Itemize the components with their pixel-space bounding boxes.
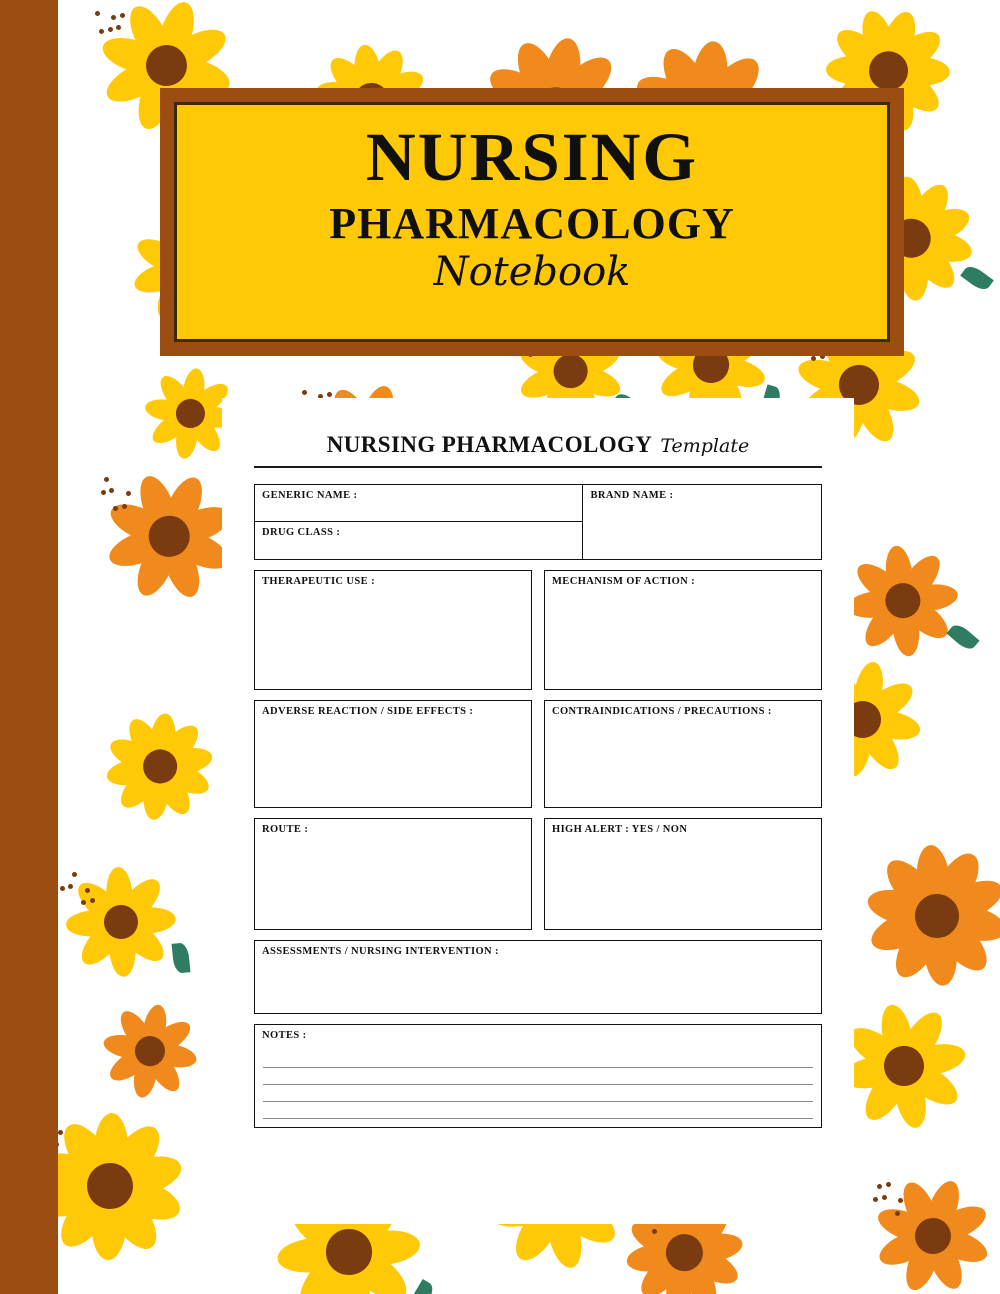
title-frame: [160, 88, 904, 356]
title-panel: [174, 102, 890, 342]
seed-dot-icon: [90, 898, 95, 903]
page-subtitle: PHARMACOLOGY: [329, 199, 735, 248]
field-route[interactable]: [254, 818, 532, 930]
field-route-label: ROUTE :: [262, 824, 309, 835]
field-drug-class-label: DRUG CLASS :: [262, 527, 341, 538]
field-high-alert[interactable]: [544, 818, 822, 930]
seed-dot-icon: [60, 886, 65, 891]
seed-dot-icon: [882, 1195, 887, 1200]
seed-dot-icon: [72, 872, 77, 877]
template-sheet: [222, 398, 854, 1224]
field-notes-label: NOTES :: [262, 1030, 307, 1041]
seed-dot-icon: [99, 29, 104, 34]
field-generic-name[interactable]: [254, 484, 583, 522]
sunflower-icon: [58, 1109, 187, 1263]
leaf-icon: [947, 621, 980, 653]
page-subtitle-script: Notebook: [433, 249, 631, 295]
field-mechanism-of-action[interactable]: [544, 570, 822, 690]
seed-dot-icon: [302, 390, 307, 395]
use-moa-row: [254, 570, 822, 690]
seed-dot-icon: [122, 504, 127, 509]
field-notes[interactable]: [254, 1024, 822, 1128]
adverse-contra-row: [254, 700, 822, 808]
seed-dot-icon: [85, 888, 90, 893]
seed-dot-icon: [95, 11, 100, 16]
seed-dot-icon: [873, 1197, 878, 1202]
template-heading-main: NURSING PHARMACOLOGY: [326, 432, 653, 457]
field-contraindications[interactable]: [544, 700, 822, 808]
seed-dot-icon: [877, 1184, 882, 1189]
field-brand-name[interactable]: [583, 484, 822, 560]
seed-dot-icon: [108, 27, 113, 32]
template-heading-script: Template: [660, 435, 750, 457]
seed-dot-icon: [895, 1211, 900, 1216]
sunflower-icon: [838, 817, 1000, 1014]
field-drug-class[interactable]: [254, 522, 583, 560]
field-brand-name-label: BRAND NAME :: [590, 490, 674, 501]
book-spine: [0, 0, 58, 1294]
identity-section: [254, 484, 822, 560]
field-adverse-reaction[interactable]: [254, 700, 532, 808]
sunflower-icon: [62, 863, 180, 981]
page-title: NURSING: [365, 119, 699, 195]
seed-dot-icon: [104, 477, 109, 482]
sunflower-icon: [87, 694, 232, 839]
notes-ruled-lines: [263, 1051, 813, 1119]
seed-dot-icon: [81, 900, 86, 905]
sunflower-icon: [857, 1160, 1000, 1294]
seed-dot-icon: [101, 490, 106, 495]
field-therapeutic-use-label: THERAPEUTIC USE :: [262, 576, 375, 587]
seed-dot-icon: [113, 506, 118, 511]
field-mechanism-of-action-label: MECHANISM OF ACTION :: [552, 576, 696, 587]
field-generic-name-label: GENERIC NAME :: [262, 490, 358, 501]
field-contraindications-label: CONTRAINDICATIONS / PRECAUTIONS :: [552, 706, 772, 717]
field-assessments-label: ASSESSMENTS / NURSING INTERVENTION :: [262, 946, 499, 957]
field-adverse-reaction-label: ADVERSE REACTION / SIDE EFFECTS :: [262, 706, 474, 717]
template-heading: [254, 432, 822, 468]
seed-dot-icon: [811, 356, 816, 361]
field-assessments[interactable]: [254, 940, 822, 1014]
field-therapeutic-use[interactable]: [254, 570, 532, 690]
route-alert-row: [254, 818, 822, 930]
field-high-alert-label: HIGH ALERT : YES / NON: [552, 824, 688, 835]
sunflower-icon: [83, 984, 217, 1118]
